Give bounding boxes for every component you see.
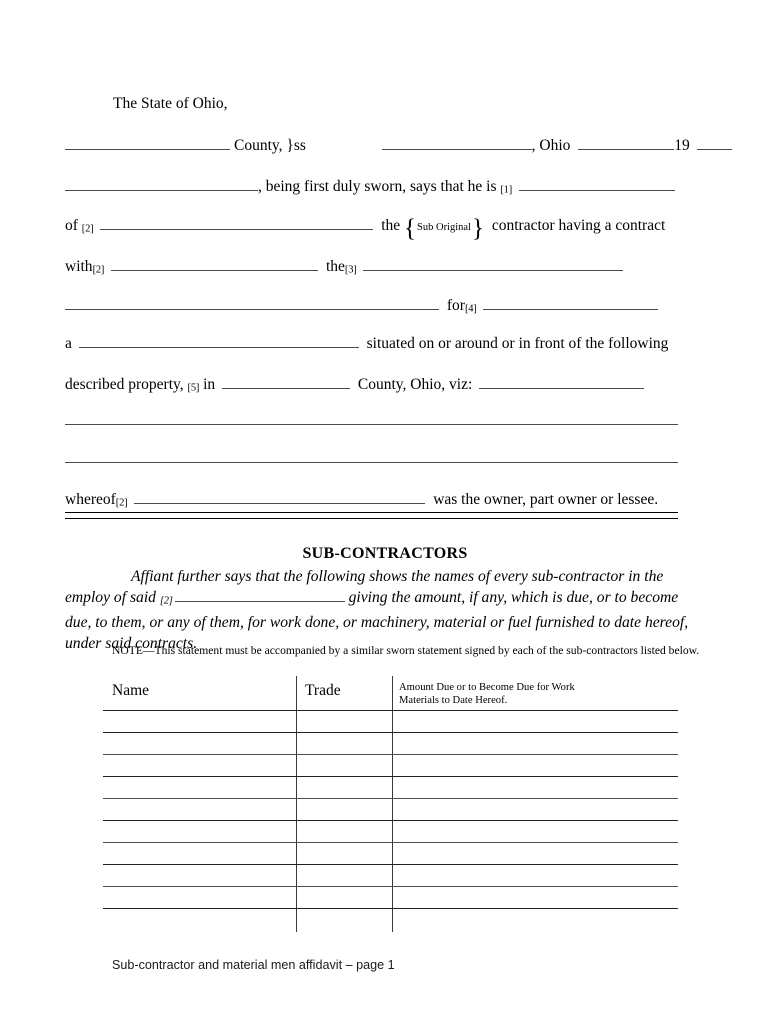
- ref-5-label: [5]: [187, 382, 200, 394]
- table-row[interactable]: [103, 864, 678, 865]
- the-label: the: [381, 217, 401, 235]
- table-column-header-name: Name: [112, 682, 150, 699]
- year-prefix-label: 19: [674, 137, 690, 155]
- whereof-line: [65, 490, 658, 509]
- ref-2b-label: [2]: [92, 264, 105, 276]
- table-divider-2-cont: [392, 908, 393, 932]
- affidavit-paragraph-part-2: giving the amount, if any, which is due, or to become due, to them, or any of them, for work done, or machinery, material or fuel furnished to date hereof, under said contracts.: [65, 589, 689, 652]
- property-county-blank-field[interactable]: [222, 375, 350, 389]
- legal-description-blank-line-1[interactable]: [65, 424, 678, 425]
- affidavit-paragraph-ref: [2]: [159, 595, 173, 607]
- ref-4-label: [4]: [464, 303, 477, 315]
- comma-ohio-label: , Ohio: [531, 137, 571, 155]
- table-row[interactable]: [103, 842, 678, 843]
- subcontractors-table: [103, 676, 678, 922]
- legal-description-blank-line-2[interactable]: [65, 462, 678, 463]
- subcontractors-heading: SUB-CONTRACTORS: [302, 545, 468, 562]
- whereof-label: whereof: [65, 491, 116, 509]
- in-label: in: [203, 376, 216, 394]
- firm-name-blank-field[interactable]: [100, 216, 373, 230]
- table-row[interactable]: [103, 798, 678, 799]
- for-label: for: [446, 297, 465, 315]
- sworn-line: [65, 177, 675, 196]
- ref-2a-label: [2]: [81, 223, 94, 235]
- described-property-label: described property,: [65, 376, 184, 394]
- employ-of-said-blank-field[interactable]: [175, 588, 345, 602]
- for-line: [65, 296, 658, 315]
- table-row[interactable]: [103, 754, 678, 755]
- county-date-line: [65, 136, 732, 155]
- ref-3-label: [3]: [344, 264, 357, 276]
- table-row[interactable]: [103, 776, 678, 777]
- month-day-blank-field[interactable]: [578, 136, 674, 150]
- a-label: a: [65, 335, 72, 353]
- table-divider-1-cont: [296, 908, 297, 932]
- described-property-line: [65, 375, 644, 394]
- year-blank-field[interactable]: [697, 136, 732, 150]
- for-description-blank-field[interactable]: [65, 296, 439, 310]
- table-column-header-trade: Trade: [305, 682, 341, 699]
- city-blank-field[interactable]: [382, 136, 532, 150]
- for-4-blank-field[interactable]: [483, 296, 658, 310]
- with-party-blank-field[interactable]: [111, 257, 318, 271]
- affidavit-paragraph-part-1: Affiant further says that the following shows the names of every sub-contractor in the employ of said: [65, 568, 664, 607]
- owner-text-label: was the owner, part owner or lessee.: [433, 491, 659, 509]
- table-row[interactable]: [103, 908, 678, 909]
- county-ohio-viz-label: County, Ohio, viz:: [357, 376, 473, 394]
- owner-name-blank-field[interactable]: [134, 490, 425, 504]
- situated-text-label: situated on or around or in front of the following: [366, 335, 669, 353]
- affiant-name-blank-field[interactable]: [65, 177, 258, 191]
- state-of-ohio-line: [113, 95, 228, 113]
- page-footer: Sub-contractor and material men affidavit – page 1: [112, 958, 395, 972]
- brace-open-glyph: {: [404, 215, 417, 243]
- structure-blank-field[interactable]: [79, 334, 359, 348]
- state-of-ohio-text: The State of Ohio,: [113, 95, 228, 112]
- table-column-header-amount: Amount Due or to Become Due for Work Materials to Date Hereof.: [399, 682, 575, 706]
- ref-1-label: [1]: [500, 184, 513, 196]
- section-divider: [65, 512, 678, 519]
- sub-original-label[interactable]: Sub Original: [417, 222, 471, 234]
- contractor-type-line: [65, 215, 666, 243]
- table-row[interactable]: [103, 886, 678, 887]
- note-text: NOTE—This statement must be accompanied by a similar sworn statement signed by each of the sub-contractors listed below.: [112, 644, 700, 657]
- the-3-blank-field[interactable]: [363, 257, 623, 271]
- table-row[interactable]: [103, 820, 678, 821]
- of-label: of: [65, 217, 78, 235]
- contractor-having-contract-label: contractor having a contract: [491, 217, 666, 235]
- county-ss-label: County, }ss: [234, 137, 306, 155]
- affidavit-paragraph: [65, 566, 705, 654]
- with-label: with: [65, 258, 93, 276]
- subcontractors-table-footer-rows: [103, 908, 678, 932]
- situated-line: [65, 334, 668, 353]
- sworn-text-label: , being first duly sworn, says that he is: [258, 178, 497, 196]
- table-header-rule: [103, 710, 678, 711]
- county-blank-field[interactable]: [65, 136, 230, 150]
- ref-2c-label: [2]: [115, 497, 128, 509]
- capacity-blank-field[interactable]: [519, 177, 675, 191]
- brace-close-glyph: }: [471, 215, 484, 243]
- table-row[interactable]: [103, 732, 678, 733]
- the-label-2: the: [325, 258, 345, 276]
- with-line: [65, 257, 623, 276]
- viz-blank-field[interactable]: [479, 375, 644, 389]
